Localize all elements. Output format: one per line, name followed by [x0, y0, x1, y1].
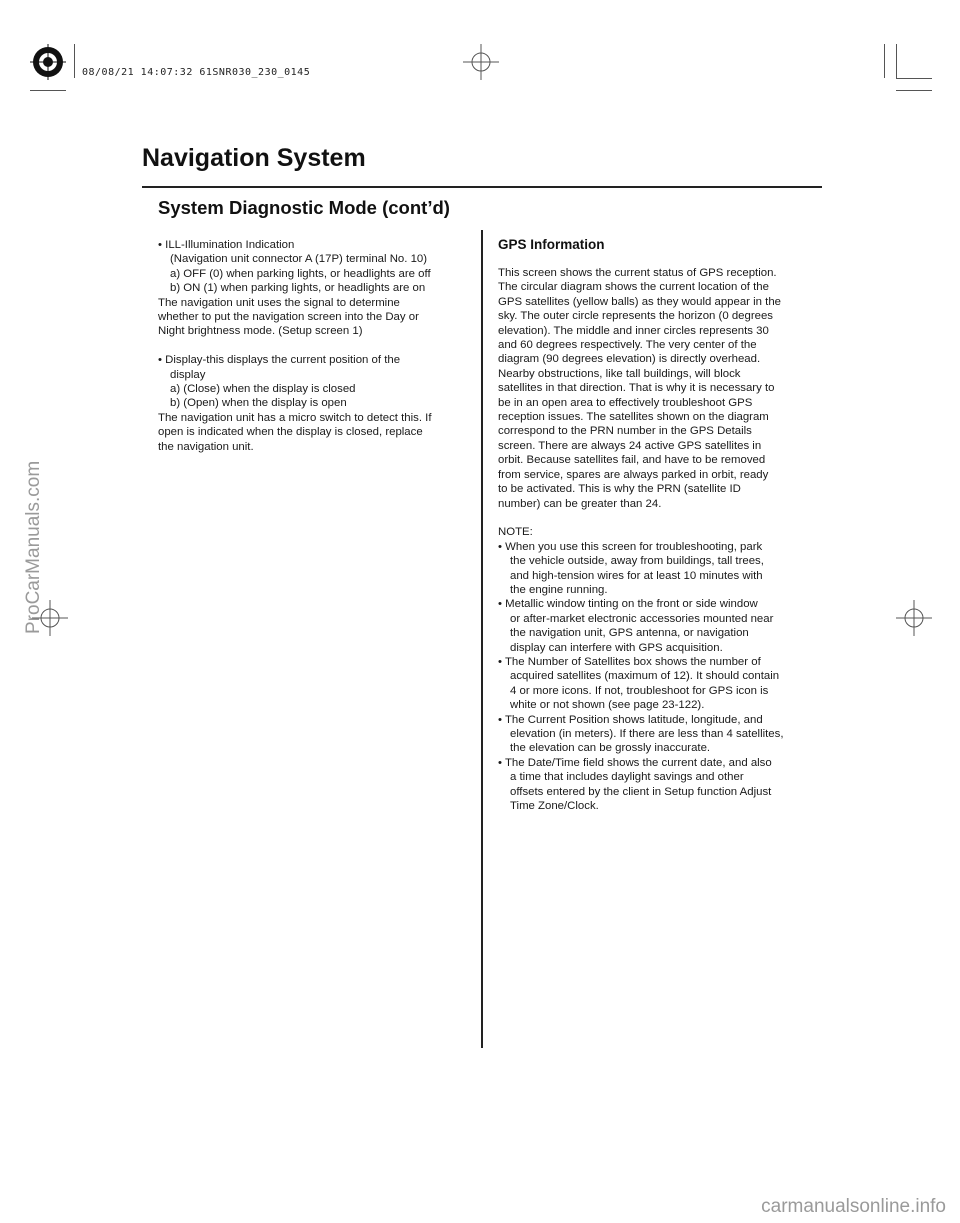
crop-mark: [896, 44, 897, 78]
text-line: Nearby obstructions, like tall buildings, will block: [498, 367, 741, 380]
left-column-text: [158, 238, 468, 454]
text-line: and high-tension wires for at least 10 minutes with: [510, 569, 763, 582]
text-line: GPS satellites (yellow balls) as they would appear in the: [498, 295, 782, 308]
text-line: to be activated. This is why the PRN (satellite ID: [498, 483, 741, 496]
text-line: The circular diagram shows the current location of the: [498, 281, 769, 294]
text-line: the navigation unit, GPS antenna, or navigation: [510, 627, 749, 640]
right-column-text: [498, 266, 810, 813]
text-line: open is indicated when the display is closed, replace: [158, 426, 423, 439]
text-line: elevation (in meters). If there are less than 4 satellites,: [510, 727, 784, 740]
page-title: Navigation System: [142, 144, 366, 172]
text-line: • ILL-Illumination Indication: [158, 239, 295, 251]
text-line: display can interfere with GPS acquisition.: [510, 641, 723, 654]
text-line: acquired satellites (maximum of 12). It should contain: [510, 670, 780, 683]
text-line: a) (Close) when the display is closed: [170, 383, 356, 396]
text-line: reception issues. The satellites shown on the diagram: [498, 411, 769, 424]
text-line: b) (Open) when the display is open: [170, 397, 347, 410]
text-line: a time that includes daylight savings and other: [510, 771, 744, 784]
text-line: • The Date/Time field shows the current date, and also: [498, 756, 772, 769]
text-line: be in an open area to effectively troubleshoot GPS: [498, 396, 753, 409]
text-line: satellites in that direction. That is why it is necessary to: [498, 382, 775, 395]
crop-mark: [30, 90, 66, 91]
text-line: This screen shows the current status of GPS reception.: [498, 267, 777, 279]
text-line: diagram (90 degrees elevation) is directly overhead.: [498, 353, 761, 366]
crop-mark: [884, 44, 885, 78]
text-line: • Metallic window tinting on the front or side window: [498, 598, 758, 611]
text-line: Time Zone/Clock.: [510, 800, 599, 813]
print-stamp: 08/08/21 14:07:32 61SNR030_230_0145: [82, 67, 311, 78]
section-title: System Diagnostic Mode (cont’d): [158, 197, 450, 218]
text-line: NOTE:: [498, 526, 533, 539]
text-line: number) can be greater than 24.: [498, 497, 662, 510]
text-line: from service, spares are always parked in orbit, ready: [498, 468, 769, 481]
text-line: display: [170, 368, 206, 381]
text-line: the navigation unit.: [158, 440, 254, 453]
text-line: whether to put the navigation screen into the Day or: [158, 311, 419, 324]
text-line: elevation). The middle and inner circles represents 30: [498, 324, 769, 337]
text-line: sky. The outer circle represents the horizon (0 degrees: [498, 310, 773, 323]
text-line: the vehicle outside, away from buildings, tall trees,: [510, 555, 764, 568]
text-line: and 60 degrees respectively. The very center of the: [498, 339, 757, 352]
registration-mark-filled-icon: [30, 44, 66, 80]
text-line: • The Number of Satellites box shows the number of: [498, 655, 761, 668]
text-line: (Navigation unit connector A (17P) terminal No. 10): [170, 253, 428, 266]
text-line: or after-market electronic accessories mounted near: [510, 612, 774, 625]
registration-crosshair-top-icon: [463, 44, 499, 80]
text-line: offsets entered by the client in Setup function Adjust: [510, 785, 772, 798]
gps-information-heading: GPS Information: [498, 237, 605, 252]
crop-mark: [896, 78, 932, 79]
text-line: b) ON (1) when parking lights, or headlights are on: [170, 282, 426, 295]
text-line: Night brightness mode. (Setup screen 1): [158, 325, 363, 338]
column-divider: [481, 230, 483, 1048]
text-line: white or not shown (see page 23-122).: [510, 699, 705, 712]
crop-mark: [74, 44, 75, 78]
registration-crosshair-right-icon: [896, 600, 932, 636]
text-line: The navigation unit has a micro switch to detect this. If: [158, 411, 432, 424]
text-line: the engine running.: [510, 583, 608, 596]
watermark-side: ProCarManuals.com: [23, 460, 44, 634]
text-line: 4 or more icons. If not, troubleshoot for GPS icon is: [510, 684, 769, 697]
text-line: a) OFF (0) when parking lights, or headlights are off: [170, 267, 431, 280]
text-line: orbit. Because satellites fail, and have to be removed: [498, 454, 766, 467]
text-line: the elevation can be grossly inaccurate.: [510, 742, 711, 755]
paragraph-gap: [498, 511, 810, 525]
title-rule: [142, 186, 822, 188]
watermark-bottom: carmanualsonline.info: [761, 1196, 946, 1217]
text-line: correspond to the PRN number in the GPS Details: [498, 425, 752, 438]
text-line: The navigation unit uses the signal to determine: [158, 296, 400, 309]
crop-mark: [896, 90, 932, 91]
text-line: • The Current Position shows latitude, longitude, and: [498, 713, 763, 726]
text-line: • When you use this screen for troubleshooting, park: [498, 540, 763, 553]
paragraph-gap: [158, 339, 468, 353]
text-line: screen. There are always 24 active GPS satellites in: [498, 439, 762, 452]
text-line: • Display-this displays the current position of the: [158, 354, 401, 367]
